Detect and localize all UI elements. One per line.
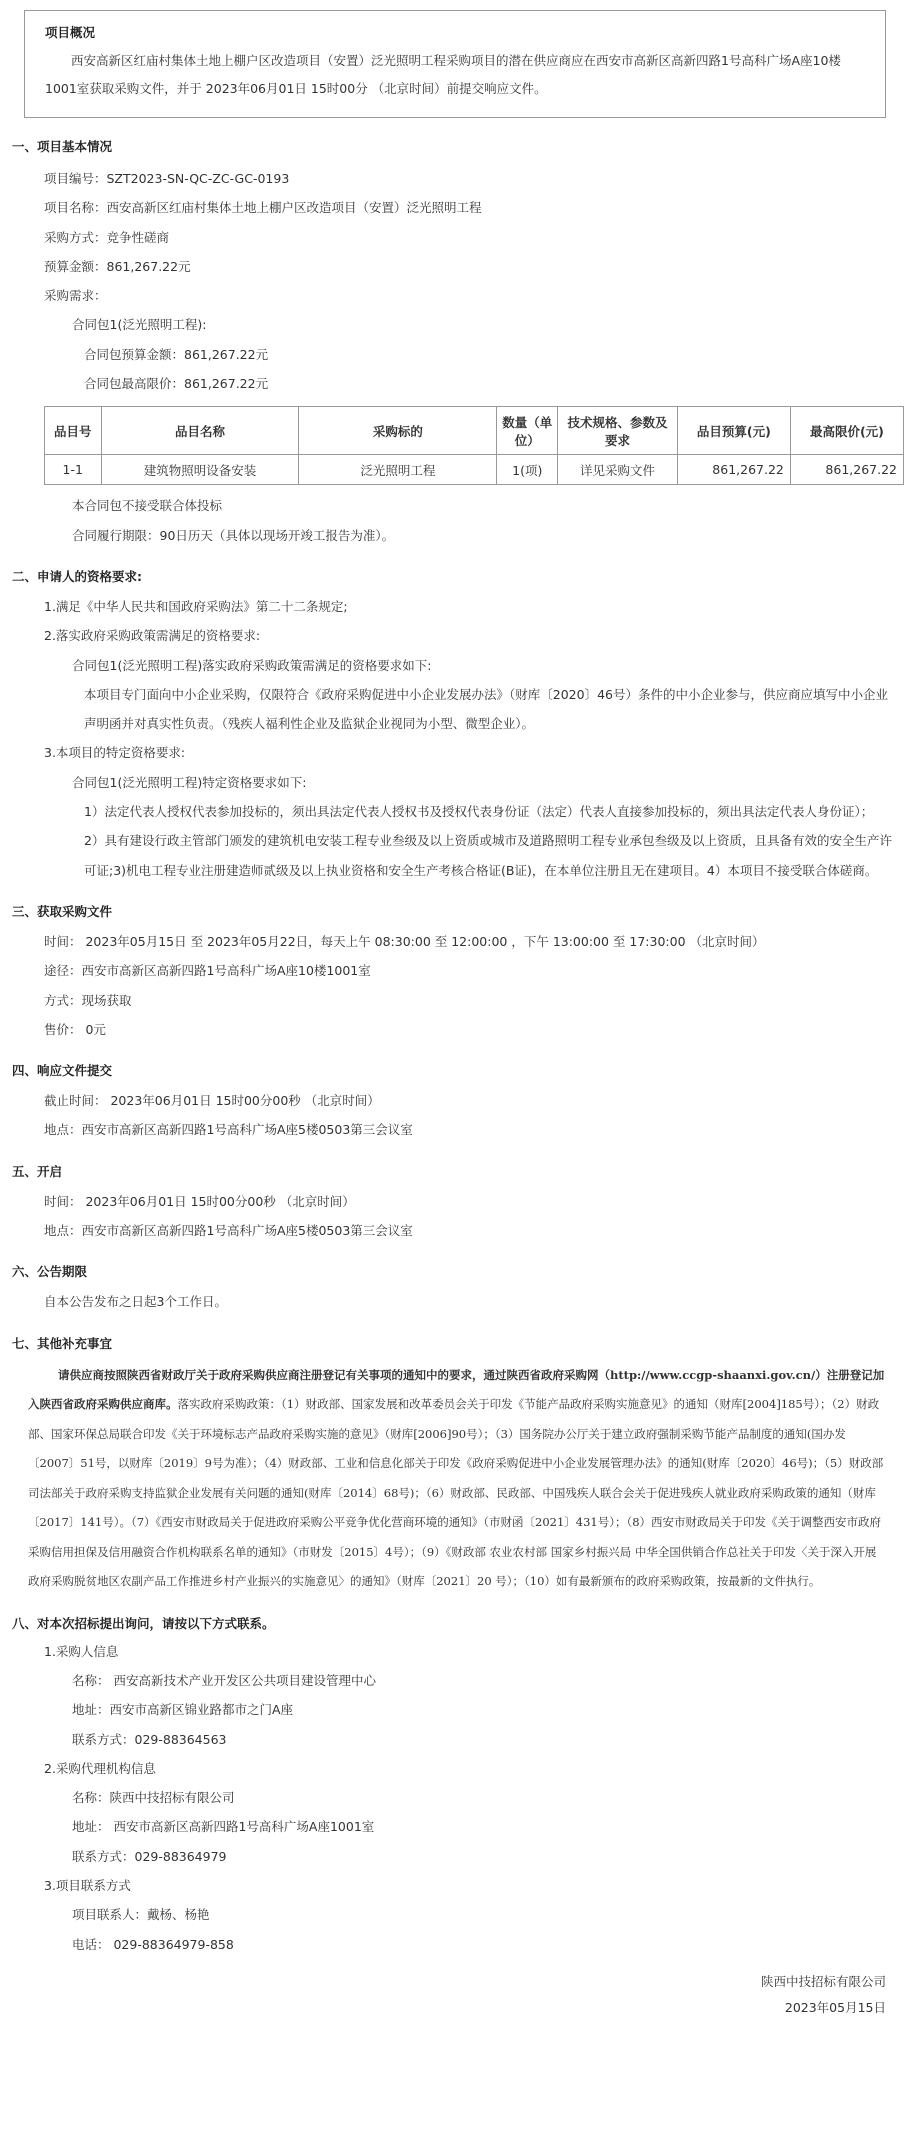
purchaser-phone: 联系方式：029-88364563 [72, 1731, 227, 1747]
requirement-3: 3.本项目的特定资格要求: [44, 745, 186, 761]
opening-place: 地点：西安市高新区高新四路1号高科广场A座5楼0503第三会议室 [44, 1223, 413, 1239]
package-max-price: 合同包最高限价：861,267.22元 [84, 376, 269, 392]
section-basic-info [12, 136, 898, 550]
table-header-row [45, 407, 904, 455]
table-cell: 详见采购文件 [558, 455, 678, 485]
table-header: 品目名称 [101, 407, 299, 455]
signature-company: 陕西中技招标有限公司 [760, 1973, 886, 1989]
requirement-3a: 合同包1(泛光照明工程)特定资格要求如下: [72, 774, 307, 790]
item-table [44, 406, 904, 485]
purchaser-heading: 1.采购人信息 [44, 1643, 119, 1659]
project-contact-person: 项目联系人：戴杨、杨艳 [72, 1907, 210, 1923]
section-title: 一、项目基本情况 [12, 139, 113, 154]
project-overview-box [24, 10, 886, 118]
budget-amount: 预算金额：861,267.22元 [44, 258, 191, 274]
obtain-method: 方式：现场获取 [44, 992, 132, 1008]
project-contact-phone: 电话： 029-88364979-858 [72, 1936, 234, 1952]
purchaser-name: 名称： 西安高新技术产业开发区公共项目建设管理中心 [72, 1672, 376, 1688]
requirement-1: 1.满足《中华人民共和国政府采购法》第二十二条规定; [44, 598, 348, 614]
section-obtain-documents [12, 901, 898, 1044]
section-title: 四、响应文件提交 [12, 1063, 113, 1079]
registration-requirement: 请供应商按照陕西省财政厅关于政府采购供应商注册登记有关事项的通知中的要求，通过陕西省政府采购网（http://www.ccgp-shaanxi.gov.cn/）注册登记加入陕西省政府采购供应商库。 [28, 1367, 885, 1412]
requirement-2a: 合同包1(泛光照明工程)落实政府采购政策需满足的资格要求如下: [72, 657, 432, 673]
table-cell: 泛光照明工程 [299, 455, 497, 485]
project-name: 项目名称：西安高新区红庙村集体土地上棚户区改造项目（安置）泛光照明工程 [44, 200, 482, 216]
table-cell: 1(项) [497, 455, 558, 485]
section-title: 六、公告期限 [12, 1264, 88, 1280]
table-cell: 861,267.22 [677, 455, 790, 485]
procurement-method: 采购方式：竞争性磋商 [44, 229, 170, 245]
section-opening [12, 1161, 898, 1246]
section-qualifications [12, 566, 898, 885]
supplementary-text [12, 1361, 898, 1597]
project-number: 项目编号：SZT2023-SN-QC-ZC-GC-0193 [44, 171, 290, 186]
section-title: 五、开启 [12, 1163, 63, 1179]
policy-list: 落实政府采购政策：（1）财政部、国家发展和改革委员会关于印发《节能产品政府采购实施意见》的通知（财库[2004]185号）；（2）财政部、国家环保总局联合印发《关于环境标志产品政府采购实施的意见》（财库[2006]90号）；（3）国务院办公厅关于建立政府强制采购节能产品制度的通知(国办发〔2007〕51号，以财库〔2019〕9号为准）；（4）财政部、工业和信息化部关于印发《政府采购促进中小企业发展管理办法》的通知(财库〔2020〕46号)；（5）财政部 司法部关于政府采购支持监狱企业发展有关问题的通知(财库〔2014〕68号)；（6）财政部、民政部、中国残疾人联合会关于促进残疾人就业政府采购政策的通知（财库〔2017〕141号）。（7）《西安市财政局关于促进政府采购公平竞争优化营商环境的通知》（市财函〔2021〕431号）；（8）西安市财政局关于印发《关于调整西安市政府采购信用担保及信用融资合作机构联系名单的通知》（市财发〔2015〕4号）；（9）《财政部 农业农村部 国家乡村振兴局 中华全国供销合作总社关于印发〈关于深入开展政府采购脱贫地区农副产品工作推进乡村产业振兴的实施意见〉的通知》（财库〔2021〕20 号）；（10）如有最新颁布的政府采购政策，按最新的文件执行。 [28, 1397, 884, 1589]
requirement-2b: 本项目专门面向中小企业采购，仅限符合《政府采购促进中小企业发展办法》（财库〔2020〕46号）条件的中小企业参与，供应商应填写中小企业声明函并对真实性负责。（残疾人福利性企业及监狱企业视同为小型、微型企业）。 [84, 686, 888, 732]
section-title: 三、获取采购文件 [12, 903, 113, 919]
section-title: 七、其他补充事宜 [12, 1335, 113, 1351]
agency-heading: 2.采购代理机构信息 [44, 1760, 156, 1776]
table-row [45, 455, 904, 485]
requirement-2: 2.落实政府采购政策需满足的资格要求: [44, 628, 261, 644]
submission-place: 地点：西安市高新区高新四路1号高科广场A座5楼0503第三会议室 [44, 1122, 413, 1138]
obtain-way: 途径：西安市高新区高新四路1号高科广场A座10楼1001室 [44, 963, 371, 979]
procurement-demand: 采购需求： [44, 288, 107, 304]
agency-name: 名称：陕西中技招标有限公司 [72, 1790, 235, 1806]
section-notice-period [12, 1261, 898, 1316]
table-cell: 1-1 [45, 455, 102, 485]
table-header: 采购标的 [299, 407, 497, 455]
overview-text: 西安高新区红庙村集体土地上棚户区改造项目（安置）泛光照明工程采购项目的潜在供应商应在西安市高新区高新四路1号高科广场A座10楼1001室获取采购文件，并于 2023年06月01日 15时00分 （北京时间）前提交响应文件。 [45, 53, 841, 96]
table-cell: 861,267.22 [790, 455, 903, 485]
overview-title: 项目概况 [45, 25, 96, 40]
section-contacts [12, 1613, 898, 1959]
table-header: 最高限价(元) [790, 407, 903, 455]
agency-address: 地址： 西安市高新区高新四路1号高科广场A座1001室 [72, 1819, 375, 1835]
notice-period-text: 自本公告发布之日起3个工作日。 [44, 1294, 227, 1310]
opening-time: 时间： 2023年06月01日 15时00分00秒 （北京时间） [44, 1193, 355, 1209]
contract-period: 合同履行期限：90日历天（具体以现场开竣工报告为准）。 [72, 527, 395, 543]
requirement-3c: 2）具有建设行政主管部门颁发的建筑机电安装工程专业叁级及以上资质或城市及道路照明工程专业承包叁级及以上资质，且具备有效的安全生产许可证;3)机电工程专业注册建造师贰级及以上执业资格和安全生产考核合格证(B证)，在本单位注册且无在建项目。4）本项目不接受联合体磋商。 [84, 833, 892, 878]
project-contact-heading: 3.项目联系方式 [44, 1877, 131, 1893]
submission-deadline: 截止时间： 2023年06月01日 15时00分00秒 （北京时间） [44, 1093, 380, 1109]
contract-package: 合同包1(泛光照明工程): [72, 317, 207, 333]
section-supplementary [12, 1333, 898, 1597]
purchaser-address: 地址：西安市高新区锦业路都市之门A座 [72, 1702, 294, 1718]
consortium-note: 本合同包不接受联合体投标 [72, 498, 223, 514]
section-title: 二、申请人的资格要求: [12, 568, 142, 584]
table-header: 品目预算(元) [677, 407, 790, 455]
table-header: 数量（单位） [497, 407, 558, 455]
table-cell: 建筑物照明设备安装 [101, 455, 299, 485]
table-header: 技术规格、参数及要求 [558, 407, 678, 455]
package-budget: 合同包预算金额：861,267.22元 [84, 346, 269, 362]
table-header: 品目号 [45, 407, 102, 455]
requirement-3b: 1）法定代表人授权代表参加投标的，须出具法定代表人授权书及授权代表身份证（法定）代表人直接参加投标的，须出具法定代表人身份证）； [84, 804, 874, 820]
signature-date: 2023年05月15日 [784, 1999, 886, 2015]
agency-phone: 联系方式：029-88364979 [72, 1848, 227, 1864]
obtain-time: 时间： 2023年05月15日 至 2023年05月22日，每天上午 08:30:00 至 12:00:00 ，下午 13:00:00 至 17:30:00 （北京时间） [44, 933, 765, 949]
section-title: 八、对本次招标提出询问，请按以下方式联系。 [12, 1615, 275, 1631]
section-submission [12, 1060, 898, 1145]
obtain-price: 售价： 0元 [44, 1021, 106, 1037]
